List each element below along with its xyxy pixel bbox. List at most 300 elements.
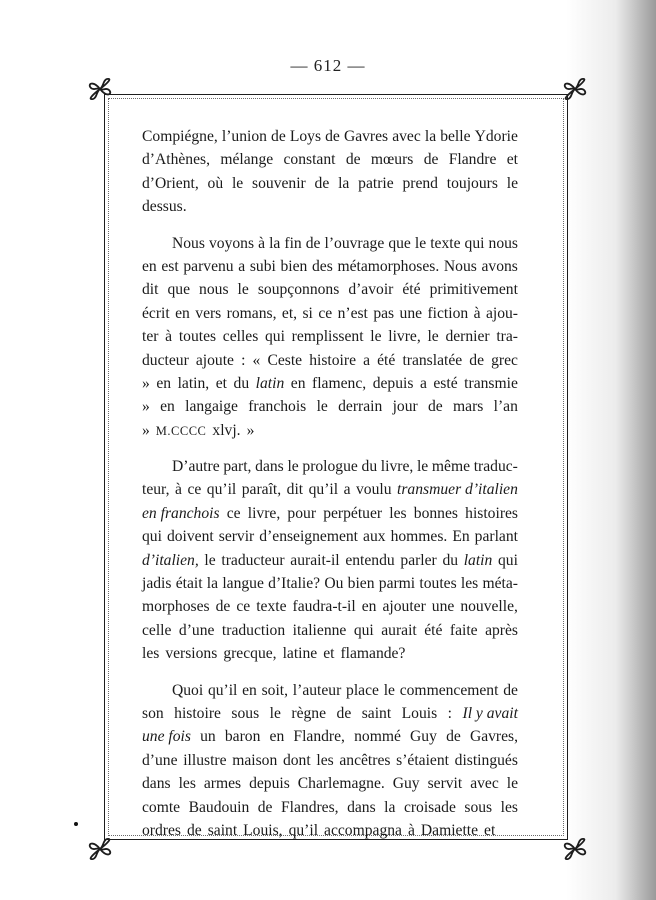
- word: qui: [353, 621, 374, 639]
- word: le: [231, 174, 244, 192]
- text-line: [142, 822, 518, 845]
- word: ajouter: [382, 598, 426, 616]
- word: baron: [224, 728, 261, 746]
- word: Louis,: [243, 821, 283, 839]
- word: doivent: [166, 528, 214, 546]
- word: était: [175, 575, 203, 593]
- word: règne: [291, 704, 327, 722]
- text-line: [142, 258, 518, 281]
- word: qui: [142, 528, 162, 546]
- word: :: [447, 704, 453, 722]
- text-line: [142, 198, 518, 221]
- word: franchois: [248, 398, 307, 416]
- word: d’Italie?: [268, 575, 321, 593]
- word: ce: [187, 481, 202, 499]
- word: l’an: [493, 398, 518, 416]
- word: de: [423, 151, 439, 169]
- word: même: [431, 458, 471, 476]
- word: servir: [218, 528, 255, 546]
- word: et: [484, 821, 496, 839]
- word: saint: [207, 821, 238, 839]
- word: qu’il: [288, 821, 319, 839]
- word: le: [506, 775, 518, 793]
- word: d’Orient,: [142, 174, 199, 192]
- word: transmie: [464, 374, 518, 392]
- word: de: [325, 128, 340, 145]
- word: servit: [427, 775, 463, 793]
- word: méta-: [482, 575, 518, 593]
- text-line: [142, 352, 518, 375]
- word: la: [424, 128, 437, 145]
- text-line: [142, 645, 518, 668]
- word: paraît,: [241, 481, 282, 499]
- word: mœurs: [370, 151, 414, 169]
- paragraph-gap: [142, 445, 518, 458]
- word: italienne: [292, 621, 347, 639]
- word: esté: [433, 374, 458, 392]
- word: langaige: [185, 398, 238, 416]
- word: «: [252, 351, 261, 369]
- word: aux: [363, 528, 386, 546]
- word: prend: [402, 174, 438, 192]
- word: été: [377, 351, 396, 369]
- word: s’étaient: [396, 751, 449, 769]
- word: livre,: [247, 504, 281, 522]
- word: dans: [142, 775, 171, 793]
- word: Compiégne,: [142, 128, 218, 145]
- text-line: [142, 528, 518, 551]
- word: fiction: [427, 304, 469, 322]
- word: armes: [203, 775, 242, 793]
- word: à: [175, 481, 182, 499]
- word: dessus.: [142, 198, 187, 216]
- word: Nous: [172, 234, 205, 252]
- word: toujours: [446, 174, 498, 192]
- word: Ceste: [267, 351, 303, 369]
- text-line: [142, 235, 518, 258]
- word: est: [161, 257, 179, 275]
- word: nous: [488, 234, 518, 252]
- word: l’union: [221, 128, 267, 145]
- word: depuis: [249, 775, 290, 793]
- text-line: [142, 375, 518, 398]
- word: remplissent: [291, 328, 364, 346]
- text-line: [142, 705, 518, 728]
- word: Guy: [392, 775, 420, 793]
- word: avec: [392, 128, 421, 145]
- word: nouvelle,: [460, 598, 518, 616]
- word: dit: [142, 281, 159, 299]
- word: souvenir: [252, 174, 306, 192]
- word: été: [402, 281, 421, 299]
- word: entendu: [345, 551, 395, 569]
- text-line: [142, 775, 518, 798]
- word: en: [175, 304, 190, 322]
- word: langue: [222, 575, 264, 593]
- fleuron-icon: [85, 76, 115, 102]
- word: part,: [223, 458, 252, 476]
- word: ce: [236, 598, 251, 616]
- word: une: [399, 304, 423, 322]
- word: flamenc,: [312, 374, 367, 392]
- text-line: [142, 481, 518, 504]
- fleuron-icon: [560, 836, 590, 862]
- word: où: [207, 174, 224, 192]
- word: latin: [255, 374, 285, 392]
- word: de: [186, 821, 202, 839]
- word: maison: [232, 751, 278, 769]
- text-line: [142, 575, 518, 598]
- word: celle: [142, 621, 172, 639]
- word: que: [167, 281, 191, 299]
- word: une: [431, 598, 455, 616]
- word: traduction: [221, 621, 286, 639]
- word: depuis: [372, 374, 414, 392]
- word: distingués: [454, 751, 518, 769]
- word: en: [142, 257, 157, 275]
- word: le: [427, 328, 439, 346]
- word: soit,: [261, 681, 289, 699]
- word: soupçonnons: [257, 281, 340, 299]
- body-text: [142, 128, 518, 845]
- word: de: [257, 798, 273, 816]
- word: constant: [283, 151, 336, 169]
- paragraph: [142, 458, 518, 669]
- word: qu’il: [308, 481, 339, 499]
- word: toutes: [419, 575, 457, 593]
- text-line: [142, 398, 518, 421]
- paragraph: [142, 235, 518, 446]
- word: la: [384, 798, 396, 816]
- word: faite: [449, 621, 478, 639]
- word: à: [165, 328, 173, 346]
- word: »: [142, 398, 150, 416]
- word: de: [428, 398, 443, 416]
- word: et: [506, 151, 518, 169]
- word: traducteur: [221, 551, 285, 569]
- word: ordres: [142, 821, 181, 839]
- word: ter: [142, 328, 159, 346]
- word: les: [142, 645, 160, 663]
- text-line: [142, 175, 518, 198]
- word: l’auteur: [292, 681, 342, 699]
- word: flamande?: [340, 645, 406, 663]
- word: En: [452, 528, 470, 546]
- word: les: [500, 798, 518, 816]
- word: latin,: [177, 374, 210, 392]
- word: dernier: [445, 328, 490, 346]
- text-line: [142, 305, 518, 328]
- word: Ydorie: [474, 128, 518, 145]
- word: subi: [249, 257, 276, 275]
- word: d’une: [142, 751, 178, 769]
- fleuron-icon: [560, 76, 590, 102]
- word: aurait: [381, 621, 417, 639]
- word: le: [416, 458, 429, 476]
- word: si: [302, 304, 313, 322]
- text-line: [142, 328, 518, 351]
- word: Guy: [410, 728, 437, 746]
- word: a: [419, 374, 427, 392]
- word: voyons: [208, 234, 255, 252]
- word: en: [160, 398, 175, 416]
- word: illustre: [183, 751, 227, 769]
- word: »: [142, 374, 150, 392]
- word: accompagna: [324, 821, 402, 839]
- word: livre,: [380, 458, 414, 476]
- word: la: [206, 575, 219, 593]
- word: vers: [195, 304, 222, 322]
- word: commencement: [399, 681, 499, 699]
- text-line: [142, 728, 518, 751]
- word: qui: [265, 328, 285, 346]
- word: a: [238, 257, 246, 275]
- word: en: [290, 374, 306, 392]
- text-line: [142, 682, 518, 705]
- text-line: [142, 752, 518, 775]
- word: les: [316, 751, 334, 769]
- word: un: [200, 728, 216, 746]
- word: Louis: [401, 704, 438, 722]
- word: été: [424, 621, 443, 639]
- word: le: [506, 174, 518, 192]
- paragraph: [142, 128, 518, 222]
- word: versions: [165, 645, 218, 663]
- word: d’italien,: [142, 551, 199, 569]
- word: »: [246, 421, 255, 439]
- text-line: [142, 128, 518, 151]
- word: bien: [347, 575, 375, 593]
- word: en: [361, 598, 377, 616]
- word: transmuer d’italien: [397, 481, 518, 499]
- word: nous: [199, 281, 229, 299]
- word: et: [215, 374, 227, 392]
- word: de: [469, 351, 485, 369]
- word: celles: [222, 328, 259, 346]
- word: aurait-il: [290, 551, 340, 569]
- word: métamorphoses.: [337, 257, 440, 275]
- word: Nous: [443, 257, 477, 275]
- word: mélange: [220, 151, 274, 169]
- word: bien: [280, 257, 308, 275]
- word: traduc-: [473, 458, 518, 476]
- text-line: [142, 281, 518, 304]
- word: :: [241, 351, 246, 369]
- word: dit: [286, 481, 304, 499]
- word: Il y avait: [462, 704, 518, 722]
- word: xlvj.: [212, 421, 241, 439]
- word: Flandre,: [293, 728, 345, 746]
- word: voulu: [356, 481, 392, 499]
- text-line: [142, 422, 518, 445]
- word: en franchois: [142, 504, 220, 522]
- word: mars: [453, 398, 484, 416]
- text-line: [142, 505, 518, 528]
- word: après: [485, 621, 518, 639]
- word: sous: [231, 704, 260, 722]
- word: romans,: [226, 304, 277, 322]
- word: grec: [491, 351, 518, 369]
- word: hommes.: [390, 528, 448, 546]
- word: D’autre: [172, 458, 220, 476]
- word: latine: [282, 645, 318, 663]
- word: les: [460, 575, 479, 593]
- word: nommé: [354, 728, 401, 746]
- text-line: [142, 458, 518, 481]
- word: les: [178, 775, 196, 793]
- word: Gavres: [343, 128, 389, 145]
- word: des: [312, 257, 333, 275]
- word: ancêtres: [339, 751, 391, 769]
- text-line: [142, 151, 518, 174]
- word: »: [142, 421, 150, 439]
- word: parmi: [378, 575, 416, 593]
- word: Flandre: [448, 151, 497, 169]
- word: le: [287, 458, 299, 476]
- word: et: [323, 645, 335, 663]
- page-number: — 612 —: [290, 56, 366, 75]
- word: du: [442, 551, 459, 569]
- word: Ou: [324, 575, 344, 593]
- word: sous: [464, 798, 493, 816]
- page-edge-shadow: [566, 0, 656, 900]
- word: tra-: [496, 328, 518, 346]
- word: bonnes: [413, 504, 458, 522]
- word: jadis: [142, 575, 172, 593]
- word: texte: [430, 234, 461, 252]
- word: Flandres,: [280, 798, 339, 816]
- word: histoires: [465, 504, 518, 522]
- word: l’ouvrage: [324, 234, 385, 252]
- word: jour: [392, 398, 418, 416]
- word: comte: [142, 798, 181, 816]
- word: toutes: [178, 328, 217, 346]
- word: dans: [255, 458, 284, 476]
- word: dont: [282, 751, 311, 769]
- word: de: [345, 151, 361, 169]
- word: n’est: [337, 304, 368, 322]
- word: pour: [287, 504, 317, 522]
- word: a: [363, 351, 371, 369]
- word: de: [314, 174, 330, 192]
- ink-speck: [74, 822, 78, 826]
- word: de: [336, 704, 352, 722]
- word: le: [370, 328, 382, 346]
- text-line: [142, 552, 518, 575]
- word: primitivement: [429, 281, 518, 299]
- word: a: [343, 481, 351, 499]
- text-line: [142, 622, 518, 645]
- word: de: [446, 728, 461, 746]
- word: ce: [226, 504, 241, 522]
- word: parlant: [474, 528, 518, 546]
- word: qu’il: [207, 681, 238, 699]
- word: le: [237, 281, 249, 299]
- word: parler: [400, 551, 437, 569]
- word: faudra-t-il: [292, 598, 356, 616]
- word: Baudouin: [188, 798, 250, 816]
- word: histoire: [174, 704, 221, 722]
- word: à: [407, 821, 415, 839]
- word: translatée: [402, 351, 463, 369]
- word: la: [269, 234, 281, 252]
- word: le: [414, 234, 427, 252]
- word: de: [305, 234, 321, 252]
- word: prologue: [302, 458, 358, 476]
- word: histoire: [309, 351, 356, 369]
- word: son: [142, 704, 164, 722]
- word: d’enseignement: [259, 528, 359, 546]
- word: livre,: [388, 328, 421, 346]
- word: M.CCCC: [155, 423, 207, 438]
- word: d’une: [178, 621, 215, 639]
- word: perpétuer: [323, 504, 383, 522]
- word: parvenu: [183, 257, 234, 275]
- word: en: [269, 728, 285, 746]
- word: place: [346, 681, 379, 699]
- word: du: [233, 374, 250, 392]
- word: ajou-: [485, 304, 518, 322]
- word: patrie: [358, 174, 394, 192]
- word: croisade: [403, 798, 456, 816]
- word: belle: [440, 128, 471, 145]
- word: latin: [463, 551, 493, 569]
- word: de: [271, 128, 286, 145]
- word: que: [388, 234, 411, 252]
- paragraph-gap: [142, 222, 518, 235]
- word: Charlemagne.: [297, 775, 385, 793]
- text-line: [142, 799, 518, 822]
- word: texte: [256, 598, 287, 616]
- word: ducteur: [142, 351, 189, 369]
- word: et,: [281, 304, 298, 322]
- word: d’Athènes,: [142, 151, 210, 169]
- word: fin: [284, 234, 302, 252]
- word: avons: [481, 257, 518, 275]
- word: teur,: [142, 481, 170, 499]
- text-line: [142, 598, 518, 621]
- word: à: [473, 304, 481, 322]
- word: ajoute: [195, 351, 234, 369]
- paragraph: [142, 682, 518, 846]
- word: morphoses: [142, 598, 210, 616]
- word: écrit: [142, 304, 170, 322]
- word: qu’il: [206, 481, 237, 499]
- word: en: [242, 681, 257, 699]
- word: Gavres,: [469, 728, 518, 746]
- word: pas: [373, 304, 395, 322]
- word: le: [269, 704, 281, 722]
- paragraph-gap: [142, 669, 518, 682]
- word: d’avoir: [348, 281, 394, 299]
- word: saint: [361, 704, 392, 722]
- word: le: [204, 551, 216, 569]
- word: Damiette: [420, 821, 479, 839]
- word: une fois: [142, 728, 191, 746]
- word: ce: [318, 304, 333, 322]
- word: en: [156, 374, 172, 392]
- word: avec: [470, 775, 499, 793]
- word: derrain: [338, 398, 383, 416]
- word: Quoi: [172, 681, 204, 699]
- word: à: [258, 234, 266, 252]
- word: de: [503, 681, 518, 699]
- fleuron-icon: [85, 836, 115, 862]
- word: qui: [498, 551, 518, 569]
- word: grecque,: [223, 645, 277, 663]
- word: Loys: [289, 128, 322, 145]
- word: qui: [464, 234, 485, 252]
